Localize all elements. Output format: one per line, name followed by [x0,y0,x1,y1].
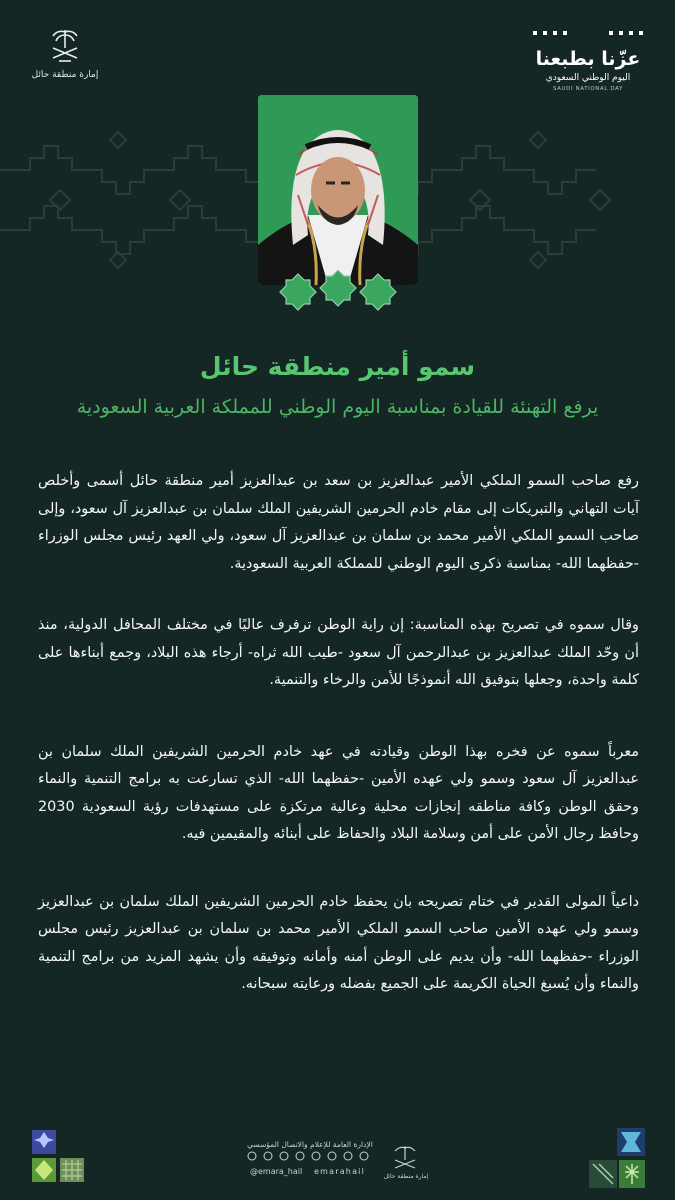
emblem-caption: إمارة منطقة حائل [31,70,99,80]
twitter-handle[interactable]: @emara_hail [250,1167,303,1176]
x-icon [248,1152,256,1160]
statement-body [38,468,639,1033]
portrait-figure-icon [258,95,418,285]
logo-slogan: عزّنا بطبعنا [535,48,641,70]
other-handle[interactable]: emarahail [314,1167,366,1176]
bottom-right-decoration [589,1128,647,1190]
ornament-right-icon [360,274,396,310]
paragraph-4: داعياً المولى القدير في ختام تصريحه بان يحفظ خادم الحرمين الشريفين الملك سلمان بن عبدالعزيز وسمو ولي عهده الأمين صاحب السمو الملكي الأمير محمد بن سلمان بن عبدالعزيز رئيس مجلس الوزراء -حفظهما الله- وأن يديم على الوطن أمنه وأمانه وتوفيقه وأن يشهد المزيد من برامج التنمية والنماء وأن يُسبغ الحياة الكريمة على الجميع بفضله ورعايته سبحانه. [38,893,639,992]
logo-ornament-icon [529,29,647,37]
footer [240,1135,440,1190]
facebook-icon [328,1152,336,1160]
ornament-left-icon [280,274,316,310]
social-icons-row [244,1151,376,1161]
footer-emblem-caption: إمارة منطقة حائل [383,1173,429,1180]
emirate-emblem [30,26,100,86]
linkedin-icon [344,1152,352,1160]
logo-event: اليوم الوطني السعودي [545,73,631,83]
palm-swords-icon [45,26,85,64]
snapchat-icon [296,1152,304,1160]
page-title: سمو أمير منطقة حائل [199,352,476,381]
paragraph-3: معرباً سموه عن فخره بهذا الوطن وقيادته في عهد خادم الحرمين الشريفين الملك سلمان بن عبدالعزيز آل سعود وسمو ولي عهده الأمين -حفظهما الله- الذي تسارعت به برامج التنمية والنماء وحقق الوطن وكافة مناطقه إنجازات محلية وعالية مرتكزة على مستهدفات رؤية السعودية 2030 وحافظ رجال الأمن على أمن وسلامة البلاد والحفاظ على أبنائه والمقيمين فيه. [38,743,639,842]
portrait-photo [258,95,418,285]
logo-event-en: SAUDI NATIONAL DAY [552,86,624,92]
ornament-center-icon [320,270,356,306]
page-subtitle: يرفع التهنئة للقيادة بمناسبة اليوم الوطني للمملكة العربية السعودية [76,396,599,418]
footer-org-name: الإدارة العامة للإعلام والاتصال المؤسسي [247,1140,373,1149]
ornament-row [276,270,400,316]
tiktok-icon [312,1152,320,1160]
paragraph-1: رفع صاحب السمو الملكي الأمير عبدالعزيز بن سعد بن عبدالعزيز أمير منطقة حائل أسمى وأخلص آيات التهاني والتبريكات إلى مقام خادم الحرمين الشريفين الملك سلمان بن عبدالعزيز آل سعود، وإلى صاحب السمو الملكي الأمير محمد بن سلمان بن عبدالعزيز آل سعود، ولي العهد رئيس مجلس الوزراء -حفظهما الله- بمناسبة ذكرى اليوم الوطني للمملكة العربية السعودية. [38,473,639,572]
national-day-logo [529,22,647,92]
paragraph-2: وقال سموه في تصريح بهذه المناسبة: إن راية الوطن ترفرف عاليًا في مختلف المحافل الدولية، منذ أن وحّد الملك عبدالعزيز بن عبدالرحمن آل سعود -طيب الله ثراه- أرجاء هذه البلاد، وجمع أبناءها على كلمة واحدة، وجعلها بتوفيق الله أنموذجًا للأمن والرخاء والتنمية. [38,617,639,688]
bottom-left-decoration [32,1130,92,1190]
youtube-icon [280,1152,288,1160]
whatsapp-icon [360,1152,368,1160]
instagram-icon [264,1152,272,1160]
